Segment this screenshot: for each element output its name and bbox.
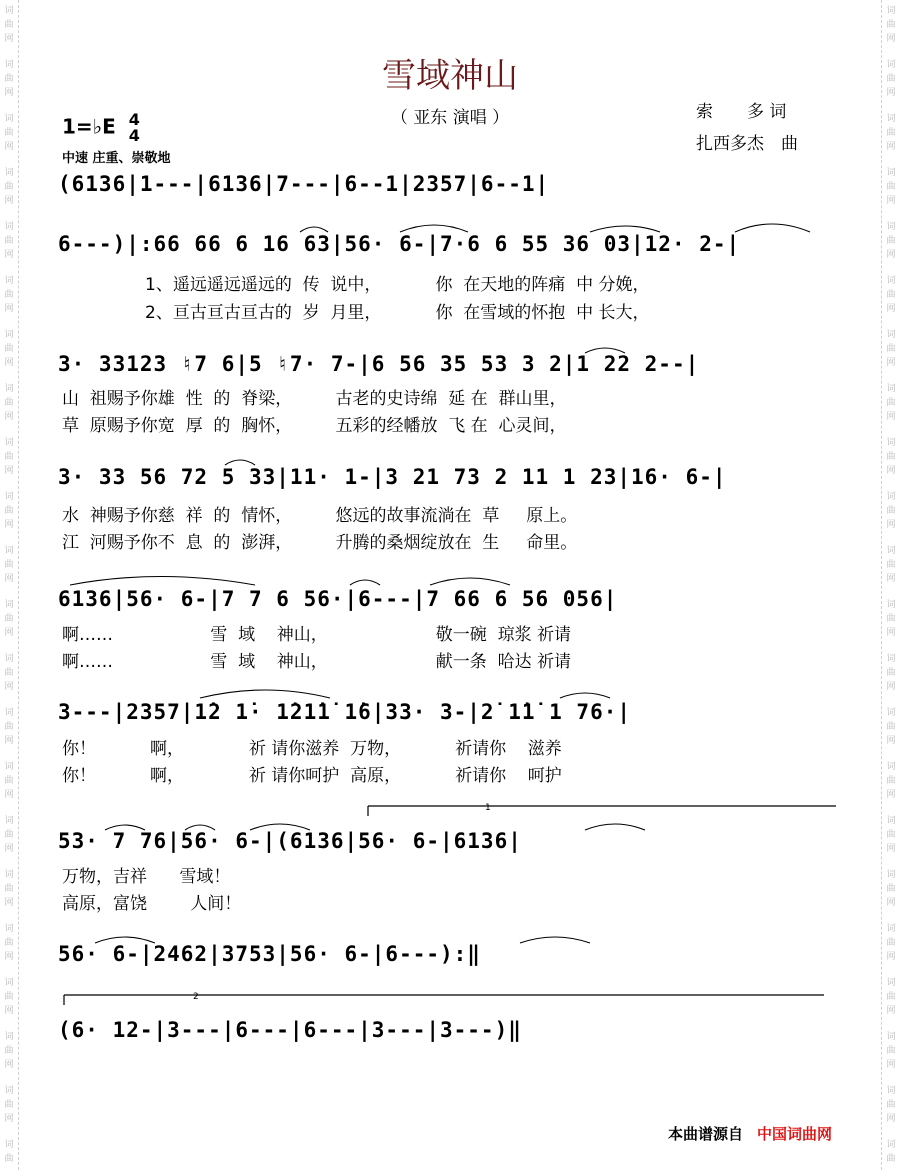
lyric-line-5-verse-2: 啊…… 雪 域 神山， 献一条 哈达 祈请 xyxy=(62,652,571,672)
watermark-char: 曲 xyxy=(886,74,896,84)
watermark-char: 曲 xyxy=(886,776,896,786)
watermark-char: 词 xyxy=(4,384,14,394)
site-name-link[interactable]: 中国词曲网 xyxy=(757,1125,833,1143)
watermark-char: 网 xyxy=(4,952,14,962)
watermark-char: 词 xyxy=(4,1086,14,1096)
lyric-line-4-verse-1: 水 神赐予你慈 祥 的 情怀， 悠远的故事流淌在 草 原上。 xyxy=(62,506,578,526)
watermark-char: 曲 xyxy=(4,20,14,30)
singer-credit: （ 亚东 演唱 ） xyxy=(390,108,510,128)
watermark-char: 曲 xyxy=(4,992,14,1002)
watermark-char: 曲 xyxy=(886,830,896,840)
watermark-char: 词 xyxy=(4,600,14,610)
slur xyxy=(430,578,510,585)
watermark-char: 词 xyxy=(886,60,896,70)
watermark-char: 词 xyxy=(4,1140,14,1150)
watermark-char: 词 xyxy=(886,384,896,394)
watermark-char: 词 xyxy=(4,438,14,448)
volta-1-number: 1 xyxy=(485,803,491,813)
watermark-char: 词 xyxy=(886,708,896,718)
watermark-char: 网 xyxy=(4,304,14,314)
watermark-char: 曲 xyxy=(4,128,14,138)
watermark-char: 网 xyxy=(4,1060,14,1070)
watermark-char: 词 xyxy=(4,222,14,232)
watermark-char: 曲 xyxy=(886,614,896,624)
watermark-char: 网 xyxy=(886,898,896,908)
watermark-char: 网 xyxy=(886,844,896,854)
watermark-char: 曲 xyxy=(4,884,14,894)
watermark-char: 曲 xyxy=(886,992,896,1002)
watermark-char: 曲 xyxy=(4,1154,14,1164)
watermark-char: 曲 xyxy=(886,1154,896,1164)
watermark-char: 曲 xyxy=(4,614,14,624)
score-line-2: 6---)|:66 66 6 16 63|56· 6-|7·6 6 55 36 03|12· 2-| xyxy=(58,232,741,256)
watermark-char: 曲 xyxy=(886,560,896,570)
score-line-5: 6136|56· 6-|7 7 6 56·|6---|7 66 6 56 056| xyxy=(58,587,618,611)
watermark-char: 词 xyxy=(886,168,896,178)
watermark-char: 词 xyxy=(886,654,896,664)
watermark-char: 词 xyxy=(4,492,14,502)
watermark-char: 词 xyxy=(886,114,896,124)
lyricist-credit: 索 多 词 xyxy=(696,102,787,122)
watermark-char: 曲 xyxy=(4,344,14,354)
watermark-char: 网 xyxy=(886,250,896,260)
watermark-char: 词 xyxy=(4,978,14,988)
watermark-char: 词 xyxy=(4,60,14,70)
watermark-char: 网 xyxy=(886,304,896,314)
lyric-line-3-verse-2: 草 原赐予你宽 厚 的 胸怀， 五彩的经幡放 飞 在 心灵间， xyxy=(62,416,567,436)
watermark-char: 词 xyxy=(4,924,14,934)
watermark-char: 网 xyxy=(886,466,896,476)
watermark-char: 词 xyxy=(886,6,896,16)
watermark-char: 曲 xyxy=(886,236,896,246)
watermark-char: 曲 xyxy=(4,1100,14,1110)
song-title: 雪域神山 xyxy=(382,56,518,96)
slur xyxy=(200,690,330,698)
watermark-char: 网 xyxy=(4,898,14,908)
watermark-char: 曲 xyxy=(886,290,896,300)
watermark-char: 曲 xyxy=(886,344,896,354)
watermark-char: 曲 xyxy=(4,668,14,678)
score-line-3: 3· 33123 ♮7 6|5 ♮7· 7-|6 56 35 53 3 2|1 22 2--| xyxy=(58,352,700,376)
watermark-char: 曲 xyxy=(886,20,896,30)
watermark-char: 网 xyxy=(886,1006,896,1016)
watermark-char: 网 xyxy=(886,88,896,98)
watermark-char: 词 xyxy=(886,438,896,448)
time-sig-bottom: 4 xyxy=(128,126,140,145)
slur xyxy=(400,225,468,232)
watermark-char: 网 xyxy=(886,574,896,584)
watermark-char: 曲 xyxy=(4,452,14,462)
watermark-char: 词 xyxy=(886,546,896,556)
watermark-char: 网 xyxy=(886,196,896,206)
lyric-line-6-verse-2: 你！ 啊， 祈 请你呵护 高原， 祈请你 呵护 xyxy=(62,766,562,786)
volta-bracket-1 xyxy=(368,803,836,816)
watermark-char: 曲 xyxy=(886,452,896,462)
watermark-char: 曲 xyxy=(4,182,14,192)
watermark-char: 曲 xyxy=(886,398,896,408)
score-line-7: 53· 7 76|56· 6-|(6136|56· 6-|6136| xyxy=(58,829,522,853)
watermark-char: 网 xyxy=(4,466,14,476)
watermark-char: 网 xyxy=(886,142,896,152)
watermark-char: 网 xyxy=(4,1006,14,1016)
watermark-char: 曲 xyxy=(4,776,14,786)
watermark-char: 网 xyxy=(886,358,896,368)
watermark-char: 网 xyxy=(4,358,14,368)
watermark-char: 曲 xyxy=(4,1046,14,1056)
watermark-char: 网 xyxy=(886,736,896,746)
watermark-char: 曲 xyxy=(4,830,14,840)
watermark-char: 曲 xyxy=(4,560,14,570)
lyric-line-2-verse-1: 1、遥远遥远遥远的 传 说中， 你 在天地的阵痛 中 分娩， xyxy=(145,275,650,295)
source-label: 本曲谱源自 xyxy=(668,1125,744,1143)
watermark-char: 曲 xyxy=(4,236,14,246)
slur xyxy=(735,224,810,232)
key-signature xyxy=(62,112,140,144)
right-watermark-strip xyxy=(881,0,900,1170)
watermark-char: 词 xyxy=(886,978,896,988)
watermark-char: 曲 xyxy=(886,938,896,948)
watermark-char: 网 xyxy=(886,1060,896,1070)
watermark-char: 词 xyxy=(886,1140,896,1150)
composer-credit: 扎西多杰 曲 xyxy=(696,134,798,154)
watermark-char: 网 xyxy=(4,142,14,152)
watermark-char: 网 xyxy=(4,88,14,98)
watermark-char: 词 xyxy=(4,6,14,16)
watermark-char: 网 xyxy=(886,412,896,422)
watermark-char: 曲 xyxy=(4,398,14,408)
slur xyxy=(560,693,610,698)
watermark-char: 网 xyxy=(4,34,14,44)
watermark-char: 网 xyxy=(4,736,14,746)
watermark-char: 词 xyxy=(4,330,14,340)
watermark-char: 网 xyxy=(4,196,14,206)
watermark-char: 词 xyxy=(886,1086,896,1096)
score-line-8: 56· 6-|2462|3753|56· 6-|6---):‖ xyxy=(58,942,481,966)
watermark-char: 网 xyxy=(886,952,896,962)
watermark-char: 词 xyxy=(4,114,14,124)
watermark-char: 词 xyxy=(886,762,896,772)
watermark-char: 曲 xyxy=(886,1100,896,1110)
time-sig-top: 4 xyxy=(128,110,140,129)
lyric-line-7-verse-2: 高原，富饶 人间！ xyxy=(62,894,242,914)
watermark-char: 网 xyxy=(4,790,14,800)
score-line-4: 3· 33 56 72 5 33|11· 1-|3 21 73 2 11 1 23|16· 6-| xyxy=(58,465,727,489)
watermark-char: 曲 xyxy=(886,722,896,732)
lyric-line-6-verse-1: 你！ 啊， 祈 请你滋养 万物， 祈请你 滋养 xyxy=(62,739,562,759)
watermark-char: 词 xyxy=(4,816,14,826)
watermark-char: 词 xyxy=(886,492,896,502)
watermark-char: 曲 xyxy=(4,74,14,84)
lyric-line-2-verse-2: 2、亘古亘古亘古的 岁 月里， 你 在雪域的怀抱 中 长大， xyxy=(145,303,650,323)
volta-bracket-2 xyxy=(64,992,824,1005)
watermark-char: 词 xyxy=(886,330,896,340)
time-signature xyxy=(129,112,140,144)
lyric-line-5-verse-1: 啊…… 雪 域 神山， 敬一碗 琼浆 祈请 xyxy=(62,625,571,645)
source-credit xyxy=(668,1123,832,1144)
slur xyxy=(350,580,380,585)
watermark-char: 网 xyxy=(4,682,14,692)
tempo-marking: 中速 庄重、崇敬地 xyxy=(62,151,171,166)
score-line-9: (6· 12-|3---|6---|6---|3---|3---)‖ xyxy=(58,1018,522,1042)
watermark-char: 词 xyxy=(4,168,14,178)
watermark-char: 网 xyxy=(4,520,14,530)
lyric-line-7-verse-1: 万物，吉祥 雪域！ xyxy=(62,867,231,887)
watermark-char: 曲 xyxy=(4,506,14,516)
watermark-char: 曲 xyxy=(886,182,896,192)
watermark-char: 词 xyxy=(886,1032,896,1042)
watermark-char: 网 xyxy=(4,1114,14,1124)
watermark-char: 网 xyxy=(886,628,896,638)
watermark-char: 网 xyxy=(886,34,896,44)
slur xyxy=(585,824,645,830)
watermark-char: 词 xyxy=(886,276,896,286)
watermark-char: 词 xyxy=(4,1032,14,1042)
watermark-char: 网 xyxy=(4,412,14,422)
watermark-char: 词 xyxy=(886,222,896,232)
watermark-char: 网 xyxy=(4,844,14,854)
watermark-char: 曲 xyxy=(4,722,14,732)
watermark-char: 词 xyxy=(886,816,896,826)
watermark-char: 网 xyxy=(4,574,14,584)
watermark-char: 词 xyxy=(4,654,14,664)
watermark-char: 曲 xyxy=(886,506,896,516)
watermark-char: 词 xyxy=(4,708,14,718)
score-line-6: 3---|2357|1̇2 1̇· 1̇21̇1̇ 1̇6|33· 3-|2̇ 1̇1̇ 1 76·| xyxy=(58,700,632,724)
watermark-char: 曲 xyxy=(886,128,896,138)
key-label: 1=♭E xyxy=(62,114,116,139)
left-watermark-strip xyxy=(0,0,19,1170)
watermark-char: 曲 xyxy=(4,290,14,300)
watermark-char: 曲 xyxy=(886,668,896,678)
watermark-char: 曲 xyxy=(4,938,14,948)
slur xyxy=(70,577,255,586)
watermark-char: 网 xyxy=(886,520,896,530)
watermark-char: 词 xyxy=(4,870,14,880)
watermark-char: 词 xyxy=(886,600,896,610)
watermark-char: 词 xyxy=(4,546,14,556)
score-line-1: (6136|1---|6136|7---|6--1|2357|6--1| xyxy=(58,172,550,196)
slur xyxy=(520,937,590,943)
watermark-char: 词 xyxy=(4,762,14,772)
watermark-char: 网 xyxy=(886,790,896,800)
watermark-char: 网 xyxy=(886,682,896,692)
watermark-char: 词 xyxy=(886,924,896,934)
watermark-char: 词 xyxy=(4,276,14,286)
watermark-char: 曲 xyxy=(886,1046,896,1056)
volta-2-number: 2 xyxy=(193,992,199,1002)
watermark-char: 曲 xyxy=(886,884,896,894)
watermark-char: 网 xyxy=(4,628,14,638)
watermark-char: 词 xyxy=(886,870,896,880)
watermark-char: 网 xyxy=(4,250,14,260)
lyric-line-3-verse-1: 山 祖赐予你雄 性 的 脊梁， 古老的史诗绵 延 在 群山里， xyxy=(62,389,567,409)
lyric-line-4-verse-2: 江 河赐予你不 息 的 澎湃， 升腾的桑烟绽放在 生 命里。 xyxy=(62,533,578,553)
watermark-char: 网 xyxy=(886,1114,896,1124)
